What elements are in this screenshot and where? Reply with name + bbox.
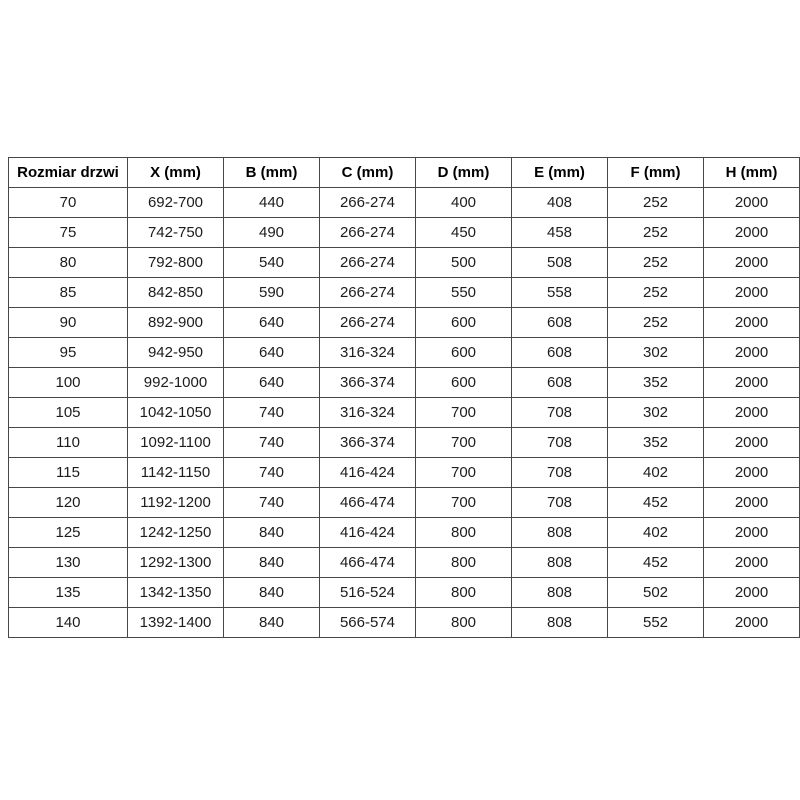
table-cell: 266-274: [320, 308, 416, 338]
table-cell: 416-424: [320, 458, 416, 488]
column-header: H (mm): [704, 158, 800, 188]
table-cell: 2000: [704, 518, 800, 548]
table-cell: 608: [512, 338, 608, 368]
table-cell: 466-474: [320, 488, 416, 518]
table-row: [9, 488, 800, 518]
table-cell: 416-424: [320, 518, 416, 548]
table-cell: 1342-1350: [128, 578, 224, 608]
table-cell: 1242-1250: [128, 518, 224, 548]
table-cell: 135: [9, 578, 128, 608]
column-header: B (mm): [224, 158, 320, 188]
table-cell: 490: [224, 218, 320, 248]
table-cell: 440: [224, 188, 320, 218]
table-cell: 366-374: [320, 368, 416, 398]
column-header: E (mm): [512, 158, 608, 188]
table-cell: 252: [608, 218, 704, 248]
table-cell: 252: [608, 248, 704, 278]
table-cell: 840: [224, 548, 320, 578]
table-cell: 2000: [704, 458, 800, 488]
table-cell: 466-474: [320, 548, 416, 578]
table-cell: 85: [9, 278, 128, 308]
table-cell: 550: [416, 278, 512, 308]
table-row: [9, 608, 800, 638]
table-cell: 266-274: [320, 248, 416, 278]
table-cell: 252: [608, 188, 704, 218]
table-cell: 842-850: [128, 278, 224, 308]
table-row: [9, 578, 800, 608]
table-cell: 110: [9, 428, 128, 458]
table-cell: 516-524: [320, 578, 416, 608]
table-cell: 352: [608, 368, 704, 398]
table-cell: 2000: [704, 548, 800, 578]
table-cell: 402: [608, 458, 704, 488]
table-cell: 125: [9, 518, 128, 548]
table-cell: 558: [512, 278, 608, 308]
table-cell: 892-900: [128, 308, 224, 338]
table-row: [9, 278, 800, 308]
table-cell: 70: [9, 188, 128, 218]
table-cell: 2000: [704, 308, 800, 338]
table-cell: 840: [224, 608, 320, 638]
table-cell: 140: [9, 608, 128, 638]
table-cell: 608: [512, 368, 608, 398]
table-cell: 2000: [704, 368, 800, 398]
table-cell: 708: [512, 458, 608, 488]
table-row: [9, 428, 800, 458]
table-cell: 708: [512, 428, 608, 458]
table-cell: 105: [9, 398, 128, 428]
table-cell: 458: [512, 218, 608, 248]
table-cell: 452: [608, 548, 704, 578]
table-cell: 742-750: [128, 218, 224, 248]
table-cell: 2000: [704, 248, 800, 278]
table-cell: 1292-1300: [128, 548, 224, 578]
table-cell: 2000: [704, 338, 800, 368]
table-cell: 252: [608, 308, 704, 338]
table-cell: 600: [416, 368, 512, 398]
table-cell: 640: [224, 368, 320, 398]
table-cell: 115: [9, 458, 128, 488]
table-cell: 2000: [704, 488, 800, 518]
table-cell: 692-700: [128, 188, 224, 218]
table-cell: 2000: [704, 608, 800, 638]
table-row: [9, 308, 800, 338]
table-cell: 708: [512, 488, 608, 518]
table-cell: 640: [224, 308, 320, 338]
table-cell: 552: [608, 608, 704, 638]
table-cell: 740: [224, 428, 320, 458]
column-header: C (mm): [320, 158, 416, 188]
table-cell: 130: [9, 548, 128, 578]
table-cell: 540: [224, 248, 320, 278]
table-row: [9, 518, 800, 548]
table-cell: 708: [512, 398, 608, 428]
table-row: [9, 338, 800, 368]
table-cell: 700: [416, 458, 512, 488]
table-cell: 800: [416, 578, 512, 608]
table-cell: 408: [512, 188, 608, 218]
column-header: Rozmiar drzwi: [9, 158, 128, 188]
table-cell: 252: [608, 278, 704, 308]
table-cell: 700: [416, 428, 512, 458]
table-cell: 95: [9, 338, 128, 368]
table-cell: 80: [9, 248, 128, 278]
table-cell: 366-374: [320, 428, 416, 458]
table-cell: 502: [608, 578, 704, 608]
table-cell: 808: [512, 578, 608, 608]
table-cell: 2000: [704, 578, 800, 608]
table-cell: 740: [224, 398, 320, 428]
table-cell: 808: [512, 608, 608, 638]
table-cell: 1192-1200: [128, 488, 224, 518]
table-cell: 500: [416, 248, 512, 278]
table-cell: 302: [608, 338, 704, 368]
table-cell: 2000: [704, 218, 800, 248]
table-cell: 600: [416, 308, 512, 338]
column-header: F (mm): [608, 158, 704, 188]
table-cell: 2000: [704, 398, 800, 428]
column-header: D (mm): [416, 158, 512, 188]
table-cell: 266-274: [320, 278, 416, 308]
table-cell: 600: [416, 338, 512, 368]
table-cell: 1142-1150: [128, 458, 224, 488]
table-cell: 808: [512, 548, 608, 578]
table-cell: 352: [608, 428, 704, 458]
table-cell: 75: [9, 218, 128, 248]
table-cell: 608: [512, 308, 608, 338]
table-cell: 808: [512, 518, 608, 548]
table-cell: 992-1000: [128, 368, 224, 398]
table-cell: 792-800: [128, 248, 224, 278]
table-row: [9, 248, 800, 278]
table-cell: 90: [9, 308, 128, 338]
table-cell: 740: [224, 488, 320, 518]
table-cell: 452: [608, 488, 704, 518]
table-cell: 120: [9, 488, 128, 518]
table-cell: 590: [224, 278, 320, 308]
table-cell: 942-950: [128, 338, 224, 368]
table-cell: 316-324: [320, 338, 416, 368]
table-cell: 840: [224, 518, 320, 548]
table-row: [9, 458, 800, 488]
table-cell: 402: [608, 518, 704, 548]
table-cell: 800: [416, 518, 512, 548]
table-cell: 100: [9, 368, 128, 398]
table-row: [9, 548, 800, 578]
table-cell: 566-574: [320, 608, 416, 638]
table-cell: 302: [608, 398, 704, 428]
table-cell: 800: [416, 608, 512, 638]
table-cell: 266-274: [320, 188, 416, 218]
table-cell: 316-324: [320, 398, 416, 428]
header-row: [9, 158, 800, 188]
table-row: [9, 188, 800, 218]
table-cell: 450: [416, 218, 512, 248]
table-cell: 2000: [704, 278, 800, 308]
table-cell: 2000: [704, 188, 800, 218]
table-cell: 740: [224, 458, 320, 488]
table-row: [9, 398, 800, 428]
table-cell: 1092-1100: [128, 428, 224, 458]
table-cell: 1042-1050: [128, 398, 224, 428]
table-cell: 2000: [704, 428, 800, 458]
column-header: X (mm): [128, 158, 224, 188]
table-cell: 640: [224, 338, 320, 368]
table-cell: 800: [416, 548, 512, 578]
table-cell: 508: [512, 248, 608, 278]
table-cell: 700: [416, 398, 512, 428]
table-row: [9, 368, 800, 398]
table-cell: 400: [416, 188, 512, 218]
table-cell: 700: [416, 488, 512, 518]
table-cell: 840: [224, 578, 320, 608]
table-cell: 1392-1400: [128, 608, 224, 638]
table-cell: 266-274: [320, 218, 416, 248]
door-size-table: [8, 157, 800, 638]
table-row: [9, 218, 800, 248]
